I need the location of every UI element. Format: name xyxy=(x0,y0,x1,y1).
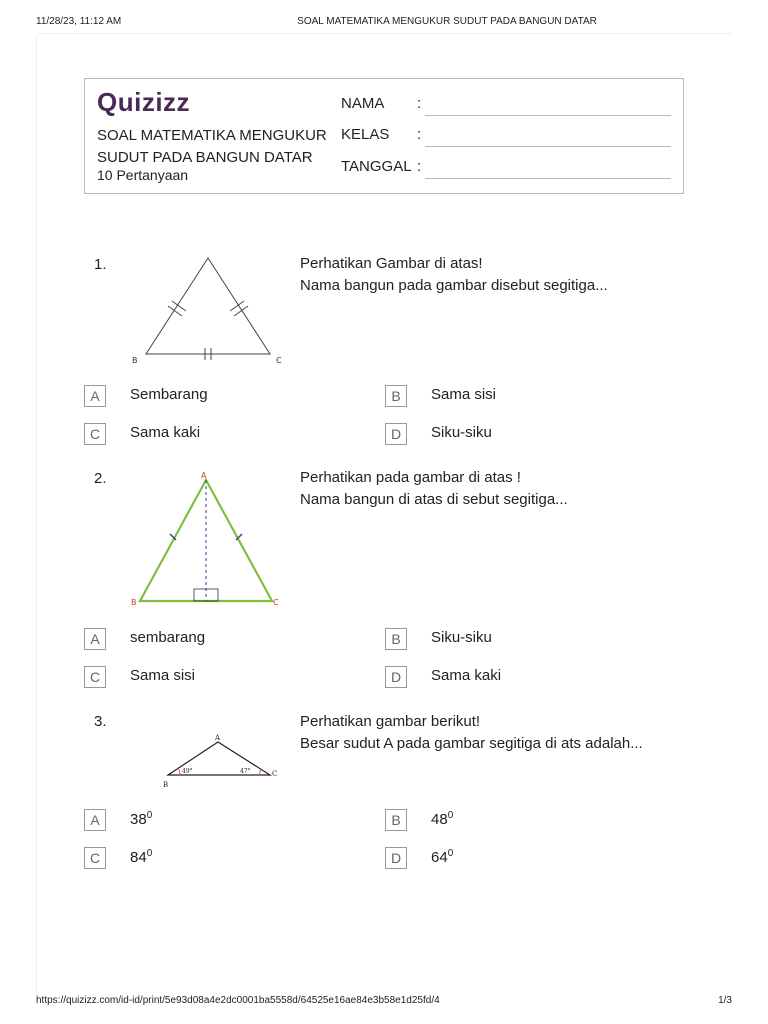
q1-option-a-text[interactable]: Sembarang xyxy=(130,386,208,403)
question-3-line-1: Perhatikan gambar berikut! xyxy=(300,713,481,730)
class-field-line xyxy=(425,146,671,147)
q2-option-b-letter[interactable]: B xyxy=(385,628,407,650)
q1-option-b-text[interactable]: Sama sisi xyxy=(431,386,497,403)
q1-option-b-letter[interactable]: B xyxy=(385,385,407,407)
figure-label-a: A xyxy=(201,471,207,480)
q3-option-c-value: 84 xyxy=(130,849,147,866)
q3-option-d-text[interactable] xyxy=(431,848,453,866)
q3-option-d-letter[interactable]: D xyxy=(385,847,407,869)
q3-option-c-degree: 0 xyxy=(146,848,153,859)
q3-option-a-degree: 0 xyxy=(146,810,153,821)
q3-option-b-value: 48 xyxy=(431,811,448,828)
figure-label-a: A xyxy=(215,734,221,742)
q3-option-b-degree: 0 xyxy=(447,810,454,821)
quiz-title: SOAL MATEMATIKA MENGUKUR SUDUT PADA BANGUN DATAR xyxy=(97,127,327,166)
question-1-text xyxy=(300,253,720,297)
figure-label-b: B xyxy=(131,598,137,607)
header-divider xyxy=(36,33,732,34)
q2-option-d-text[interactable]: Sama kaki xyxy=(431,667,502,684)
question-2-figure xyxy=(128,466,288,610)
name-label: NAMA xyxy=(341,95,385,112)
q1-option-d-letter[interactable]: D xyxy=(385,423,407,445)
question-1-number: 1. xyxy=(94,256,107,273)
class-colon: : xyxy=(417,126,422,143)
figure-label-c: C xyxy=(273,598,279,607)
question-2-text xyxy=(300,467,720,511)
question-1-figure xyxy=(128,252,288,370)
q1-option-c-text[interactable]: Sama kaki xyxy=(130,424,201,441)
figure-angle-b: 49° xyxy=(182,768,193,775)
print-url: https://quizizz.com/id-id/print/5e93d08a4e2dc0001ba5558d/64525e16ae84e3b58e1d25fd/4 xyxy=(36,995,440,1006)
q3-option-c-letter[interactable]: C xyxy=(84,847,106,869)
q2-option-c-text[interactable]: Sama sisi xyxy=(130,667,196,684)
date-colon: : xyxy=(417,158,422,175)
print-page-number: 1/3 xyxy=(718,995,732,1006)
q3-option-a-text[interactable] xyxy=(130,810,152,828)
figure-label-c: C xyxy=(272,770,278,778)
q2-option-a-letter[interactable]: A xyxy=(84,628,106,650)
q1-option-c-letter[interactable]: C xyxy=(84,423,106,445)
question-count: 10 Pertanyaan xyxy=(97,167,189,183)
figure-label-b: B xyxy=(132,356,138,365)
q3-option-c-text[interactable] xyxy=(130,848,152,866)
question-2-line-1: Perhatikan pada gambar di atas ! xyxy=(300,469,521,486)
question-3-line-2: Besar sudut A pada gambar segitiga di ats adalah... xyxy=(300,735,643,752)
q2-option-c-letter[interactable]: C xyxy=(84,666,106,688)
name-colon: : xyxy=(417,95,422,112)
date-field-line xyxy=(425,178,671,179)
name-field-line xyxy=(425,115,671,116)
q3-option-b-letter[interactable]: B xyxy=(385,809,407,831)
worksheet-header xyxy=(84,78,684,194)
q3-option-d-value: 64 xyxy=(431,849,448,866)
q1-option-d-text[interactable]: Siku-siku xyxy=(431,424,492,441)
question-2-line-2: Nama bangun di atas di sebut segitiga... xyxy=(300,491,568,508)
question-3-figure xyxy=(160,730,286,792)
q2-option-d-letter[interactable]: D xyxy=(385,666,407,688)
date-label: TANGGAL xyxy=(341,158,412,175)
class-label: KELAS xyxy=(341,126,390,143)
quizizz-logo: Quizizz xyxy=(97,87,191,117)
q3-option-d-degree: 0 xyxy=(447,848,454,859)
question-2-number: 2. xyxy=(94,470,107,487)
q2-option-b-text[interactable]: Siku-siku xyxy=(431,629,492,646)
q3-option-a-value: 38 xyxy=(130,811,147,828)
question-3-number: 3. xyxy=(94,713,107,730)
question-1-line-2: Nama bangun pada gambar disebut segitiga... xyxy=(300,277,608,294)
q1-option-a-letter[interactable]: A xyxy=(84,385,106,407)
q3-option-b-text[interactable] xyxy=(431,810,453,828)
page-margin-rule xyxy=(36,36,37,994)
question-3-text xyxy=(300,711,720,755)
q3-option-a-letter[interactable]: A xyxy=(84,809,106,831)
question-1-line-1: Perhatikan Gambar di atas! xyxy=(300,255,483,272)
figure-angle-c: 47° xyxy=(240,768,251,775)
figure-label-b: B xyxy=(163,781,169,789)
print-page-title: SOAL MATEMATIKA MENGUKUR SUDUT PADA BANGUN DATAR xyxy=(297,16,597,27)
q2-option-a-text[interactable]: sembarang xyxy=(130,629,206,646)
print-datetime: 11/28/23, 11:12 AM xyxy=(36,16,122,27)
figure-label-c: C xyxy=(276,356,282,365)
